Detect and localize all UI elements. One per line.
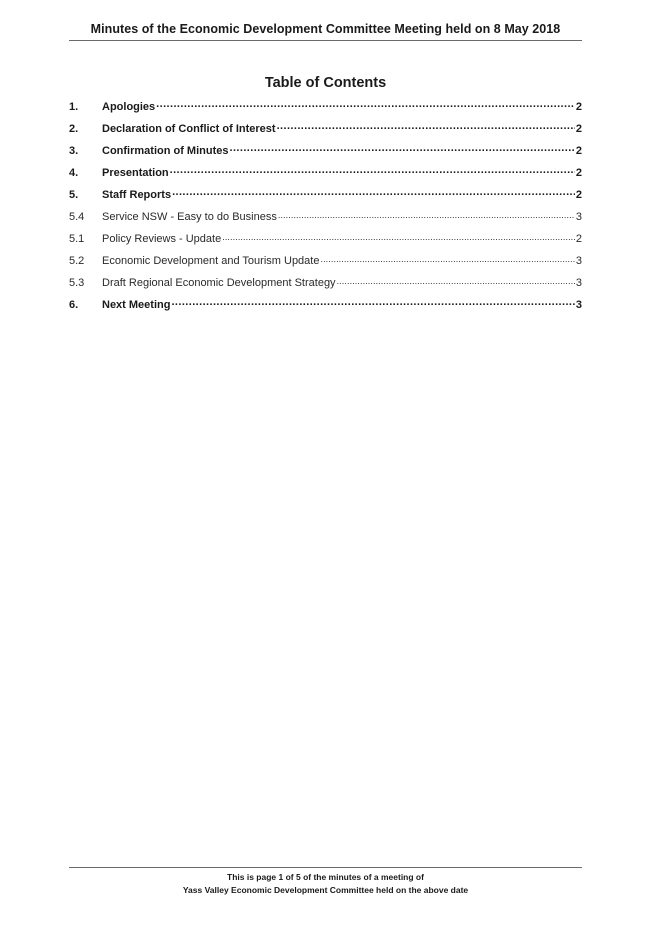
toc-entry-staff-reports[interactable] — [69, 186, 582, 208]
toc-entry-number: 5. — [69, 189, 79, 201]
toc-entry-number: 1. — [69, 101, 79, 113]
toc-entry-label: Service NSW - Easy to do Business — [102, 211, 277, 223]
toc-entry-page: 3 — [575, 255, 582, 267]
header-divider — [69, 40, 582, 41]
toc-entry-number: 5.3 — [69, 277, 85, 289]
toc-entry-draft-regional-strategy[interactable] — [69, 274, 582, 296]
toc-entry-label: Economic Development and Tourism Update — [102, 255, 320, 267]
toc-leader-dots — [278, 208, 575, 220]
toc-entry-page: 2 — [575, 167, 582, 179]
toc-entry-page: 2 — [575, 123, 582, 135]
toc-entry-number: 5.4 — [69, 211, 85, 223]
toc-entry-label: Next Meeting — [102, 299, 171, 311]
toc-leader-dots — [172, 186, 575, 198]
toc-entry-service-nsw[interactable] — [69, 208, 582, 230]
table-of-contents — [69, 98, 582, 318]
toc-entry-conflict-of-interest[interactable] — [69, 120, 582, 142]
toc-entry-page: 2 — [575, 189, 582, 201]
toc-entry-page: 3 — [575, 211, 582, 223]
toc-entry-label: Declaration of Conflict of Interest — [102, 123, 276, 135]
toc-entry-page: 3 — [575, 277, 582, 289]
toc-entry-presentation[interactable] — [69, 164, 582, 186]
toc-leader-dots — [171, 296, 574, 308]
toc-leader-dots — [156, 98, 575, 110]
toc-entry-page: 2 — [575, 101, 582, 113]
toc-entry-number: 2. — [69, 123, 79, 135]
page-footer — [69, 871, 582, 897]
toc-entry-label: Policy Reviews - Update — [102, 233, 222, 245]
toc-entry-label: Staff Reports — [102, 189, 172, 201]
toc-entry-number: 4. — [69, 167, 79, 179]
toc-entry-number: 5.2 — [69, 255, 85, 267]
toc-leader-dots — [222, 230, 575, 242]
toc-entry-economic-development-tourism[interactable] — [69, 252, 582, 274]
toc-title: Table of Contents — [264, 75, 387, 91]
toc-entry-label: Presentation — [102, 167, 169, 179]
toc-entry-page: 3 — [575, 299, 582, 311]
toc-entry-label: Draft Regional Economic Development Strategy — [102, 277, 336, 289]
toc-entry-number: 5.1 — [69, 233, 85, 245]
toc-leader-dots — [170, 164, 575, 176]
toc-leader-dots — [337, 274, 575, 286]
toc-entry-page: 2 — [575, 233, 582, 245]
toc-entry-confirmation-of-minutes[interactable] — [69, 142, 582, 164]
footer-divider — [69, 867, 582, 868]
toc-entry-next-meeting[interactable] — [69, 296, 582, 318]
toc-entry-label: Apologies — [102, 101, 156, 113]
toc-leader-dots — [320, 252, 574, 264]
page-header: Minutes of the Economic Development Committee Meeting held on 8 May 2018 — [90, 22, 561, 36]
toc-entry-number: 3. — [69, 145, 79, 157]
toc-entry-label: Confirmation of Minutes — [102, 145, 229, 157]
toc-entry-apologies[interactable] — [69, 98, 582, 120]
toc-leader-dots — [277, 120, 575, 132]
toc-entry-number: 6. — [69, 299, 79, 311]
footer-line-committee: Yass Valley Economic Development Committee held on the above date — [182, 885, 469, 895]
toc-leader-dots — [230, 142, 575, 154]
footer-line-page-count: This is page 1 of 5 of the minutes of a meeting of — [227, 872, 424, 882]
toc-entry-policy-reviews[interactable] — [69, 230, 582, 252]
toc-entry-page: 2 — [575, 145, 582, 157]
